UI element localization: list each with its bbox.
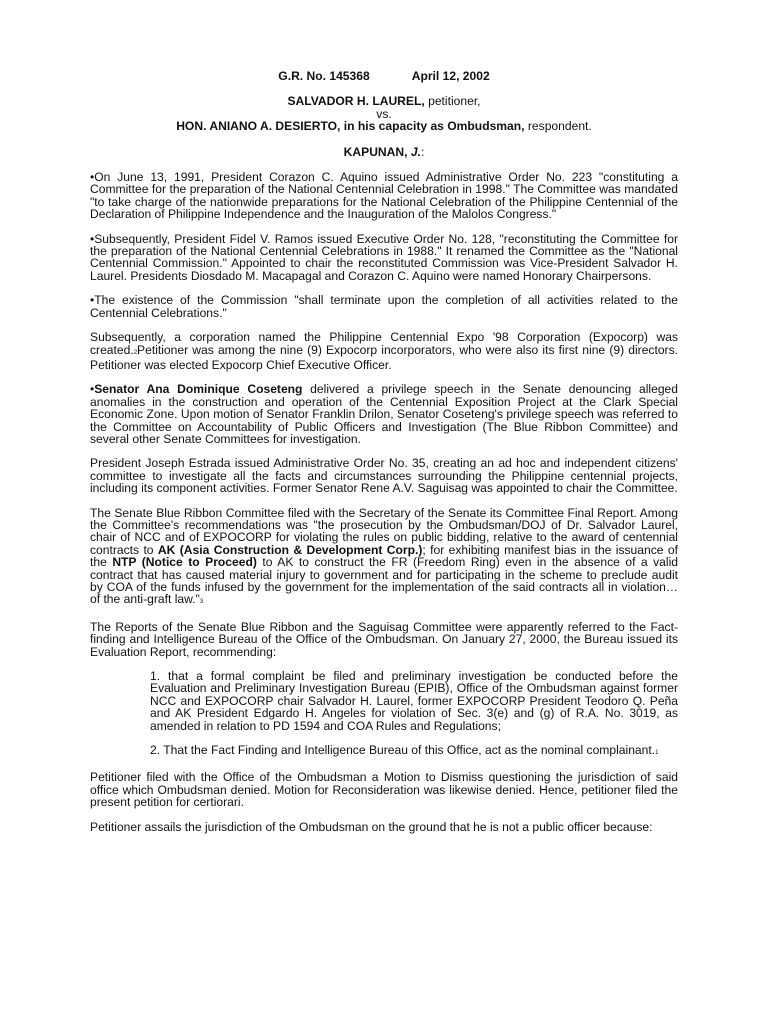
recommendation-1: 1. that a formal complaint be filed and preliminary investigation be conducted before the Evaluation and Preliminary Investigation Bureau (EPIB), Office of the Ombudsman against former NCC and EXPOCORP chair Salvador H. Laurel, former EXPOCORP President Teodoro Q. Peña and AK President Edgardo H. Angeles for violation of Sec. 3(e) and (g) of R.A. No. 3019, as amended in relation to PD 1594 and COA Rules and Regulations; <box>150 669 678 733</box>
paragraph-11: Petitioner filed with the Office of the Ombudsman a Motion to Dismiss questioning the jurisdiction of said office which Ombudsman denied. Motion for Reconsideration was likewise denied. Hence, petitioner filed the present petition for certiorari. <box>90 770 678 810</box>
case-parties <box>90 95 678 132</box>
respondent-role: respondent. <box>524 119 592 134</box>
paragraph-2: •Subsequently, President Fidel V. Ramos issued Executive Order No. 128, "reconstituting the Committee for the preparation of the National Centennial Celebrations in 1988." It renamed the Committee as the "National Centennial Commission." Appointed to chair the reconstituted Commission was Vice-President Salvador H. Laurel. Presidents Diosdado M. Macapagal and Corazon C. Aquino were named Honorary Chairpersons. <box>90 231 678 283</box>
ponente-name: KAPUNAN, <box>343 144 411 159</box>
senator-name: Senator Ana Dominique Coseteng <box>94 382 303 397</box>
respondent-name: HON. ANIANO A. DESIERTO, in his capacity as Ombudsman, <box>176 119 525 134</box>
case-header <box>90 70 678 82</box>
footnote-ref-2[interactable]: 2 <box>133 349 138 356</box>
paragraph-6: President Joseph Estrada issued Administrative Order No. 35, creating an ad hoc and independent citizens' committee to investigate all the facts and circumstances surrounding the Philippine centennial projects, including its component activities. Former Senator Rene A.V. Saguisag was appointed to chair the Committee. <box>90 456 678 496</box>
ponente <box>90 146 678 158</box>
paragraph-4: Subsequently, a corporation named the Philippine Centennial Expo '98 Corporation (Expocorp) was created.2Petitioner was among the nine (9) Expocorp incorporators, who were also its first nine (9) directors. Petitioner was elected Expocorp Chief Executive Officer. <box>90 330 678 372</box>
decision-date: April 12, 2002 <box>411 69 490 83</box>
versus: vs. <box>376 106 392 121</box>
paragraph-5: •Senator Ana Dominique Coseteng delivered a privilege speech in the Senate denouncing alleged anomalies in the construction and operation of the Centennial Exposition Project at the Clark Special Economic Zone. Upon motion of Senator Franklin Drilon, Senator Coseteng's privilege speech was referred to the Committee on Accountability of Public Officers and Investigation (The Blue Ribbon Committee) and several other Senate Committees for investigation. <box>90 382 678 446</box>
case-number: G.R. No. 145368 <box>278 69 370 83</box>
respondent-line <box>90 120 678 132</box>
petitioner-line <box>90 95 678 107</box>
paragraph-3: •The existence of the Commission "shall terminate upon the completion of all activities related to the Centennial Celebrations." <box>90 293 678 320</box>
petitioner-name: SALVADOR H. LAUREL, <box>287 94 425 109</box>
paragraph-12: Petitioner assails the jurisdiction of the Ombudsman on the ground that he is not a public officer because: <box>90 819 653 834</box>
paragraph-7: The Senate Blue Ribbon Committee filed with the Secretary of the Senate its Committee Final Report. Among the Committee's recommendations was "the prosecution by the Ombudsman/DOJ of Dr. Salvador Laurel, chair of NCC and of EXPOCORP for violating the rules on public bidding, relative to the award of centennial contracts to AK (Asia Construction & Development Corp.); for exhibiting manifest bias in the issuance of the NTP (Notice to Proceed) to AK to construct the FR (Freedom Ring) even in the absence of a valid contract that has caused material injury to government and for participating in the scheme to preclude audit by COA of the funds infused by the government for the implementation of the said contracts all in violation… of the anti-graft law."3 <box>90 505 678 607</box>
petitioner-role: petitioner, <box>424 94 481 109</box>
recommendation-2: 2. That the Fact Finding and Intelligence Bureau of this Office, act as the nominal complainant.1 <box>150 743 659 758</box>
footnote-ref-3[interactable]: 3 <box>199 599 204 606</box>
ponente-title: J. <box>410 144 421 159</box>
ak-corp-name: AK (Asia Construction & Development Corp.) <box>157 542 423 557</box>
ponente-colon: : <box>420 144 425 159</box>
paragraph-1: •On June 13, 1991, President Corazon C. Aquino issued Administrative Order No. 223 "constituting a Committee for the preparation of the National Centennial Celebration in 1998." The Committee was mandated "to take charge of the nationwide preparations for the National Celebration of the Philippine Centennial of the Declaration of Philippine Independence and the Inauguration of the Malolos Congress." <box>90 170 678 222</box>
ntp-term: NTP (Notice to Proceed) <box>112 555 257 570</box>
paragraph-8: The Reports of the Senate Blue Ribbon and the Saguisag Committee were apparently referred to the Fact-finding and Intelligence Bureau of the Office of the Ombudsman. On January 27, 2000, the Bureau issued its Evaluation Report, recommending: <box>90 619 678 659</box>
footnote-ref-1[interactable]: 1 <box>655 750 659 757</box>
